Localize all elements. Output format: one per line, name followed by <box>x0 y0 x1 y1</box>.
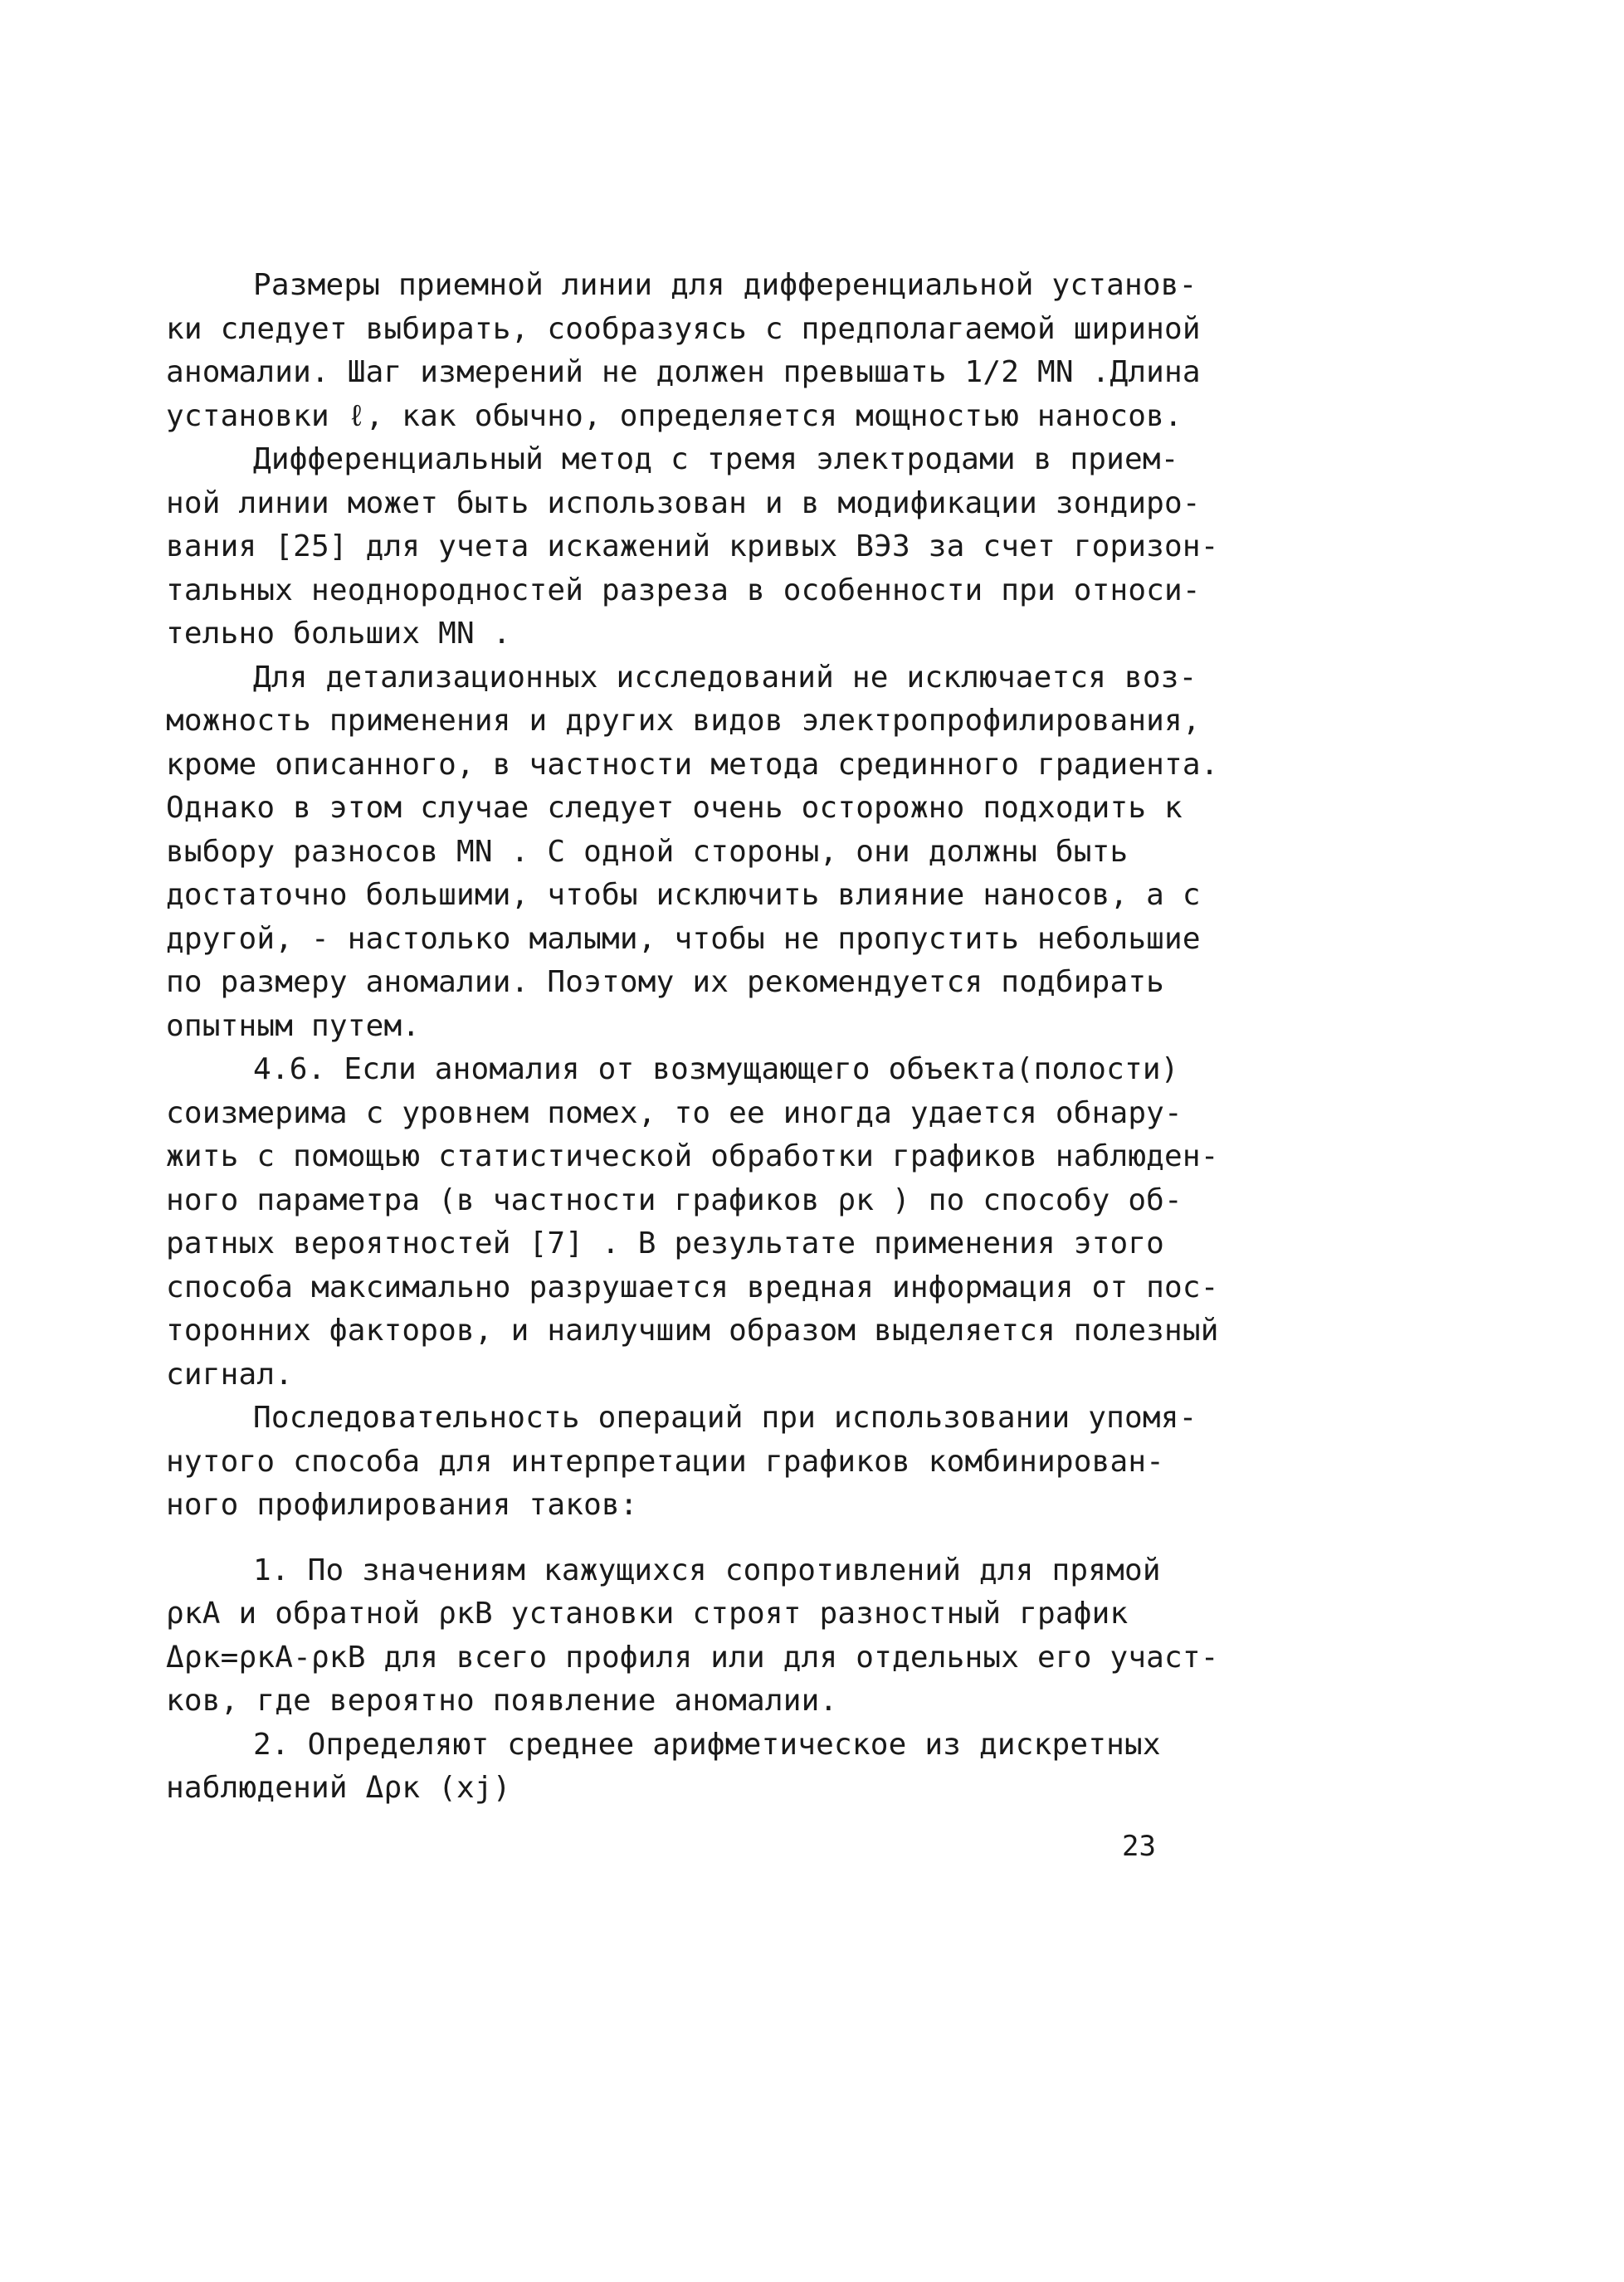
document-body <box>166 264 1219 1811</box>
text-line: нутого способа для интерпретации графиков комбинирован- <box>166 1444 1165 1479</box>
text-line: Размеры приемной линии для дифференциальной установ- <box>253 268 1197 302</box>
text-line: 4.6. Если аномалия от возмущающего объекта(полости) <box>253 1052 1179 1086</box>
text-line: выбору разносов MN . С одной стороны, они должны быть <box>166 834 1129 869</box>
text-line: Дифференциальный метод с тремя электродами в прием- <box>253 442 1179 476</box>
text-line: наблюдений Δρк (xj) <box>166 1771 511 1805</box>
text-line: тельно больших MN . <box>166 617 511 651</box>
text-line: Последовательность операций при использовании упомя- <box>253 1401 1197 1435</box>
text-line: соизмерима с уровнем помех, то ее иногда удается обнару- <box>166 1095 1183 1130</box>
text-line: вания [25] для учета искажений кривых ВЭЗ за счет горизон- <box>166 529 1219 563</box>
text-line: ного профилирования таков: <box>166 1488 638 1522</box>
text-line: Однако в этом случае следует очень осторожно подходить к <box>166 791 1183 825</box>
text-line: можность применения и других видов электропрофилирования, <box>166 704 1201 738</box>
text-line: жить с помощью статистической обработки графиков наблюден- <box>166 1139 1219 1173</box>
text-line: другой, - настолько малыми, чтобы не пропустить небольшие <box>166 921 1201 956</box>
page-number: 23 <box>1122 1830 1156 1863</box>
paragraph-gap <box>166 1528 1212 1549</box>
text-line: ной линии может быть использован и в модификации зондиро- <box>166 485 1201 520</box>
text-line: ного параметра (в частности графиков ρк ) по способу об- <box>166 1182 1183 1217</box>
text-line: достаточно большими, чтобы исключить влияние наносов, а с <box>166 878 1201 912</box>
text-line: 1. По значениям кажущихся сопротивлений для прямой <box>253 1553 1161 1587</box>
text-line: опытным путем. <box>166 1008 421 1043</box>
text-line: аномалии. Шаг измерений не должен превышать 1/2 MN .Длина <box>166 355 1201 389</box>
text-line: установки ℓ, как обычно, определяется мощностью наносов. <box>166 398 1183 433</box>
text-line: кроме описанного, в частности метода срединного градиента. <box>166 747 1219 782</box>
text-line: Для детализационных исследований не исключается воз- <box>253 660 1197 695</box>
text-line: сигнал. <box>166 1357 294 1392</box>
text-line: тальных неоднородностей разреза в особенности при относи- <box>166 573 1201 607</box>
text-line: ρкА и обратной ρкВ установки строят разностный график <box>166 1597 1129 1631</box>
text-line: Δρк=ρкА-ρкВ для всего профиля или для отдельных его участ- <box>166 1640 1219 1675</box>
text-line: ратных вероятностей [7] . В результате применения этого <box>166 1226 1165 1260</box>
text-line: торонних факторов, и наилучшим образом выделяется полезный <box>166 1314 1219 1348</box>
text-line: по размеру аномалии. Поэтому их рекомендуется подбирать <box>166 965 1165 999</box>
text-line: ков, где вероятно появление аномалии. <box>166 1684 838 1718</box>
text-line: 2. Определяют среднее арифметическое из дискретных <box>253 1727 1161 1762</box>
text-line: способа максимально разрушается вредная информация от пос- <box>166 1270 1219 1304</box>
text-line: ки следует выбирать, сообразуясь с предполагаемой шириной <box>166 311 1201 346</box>
